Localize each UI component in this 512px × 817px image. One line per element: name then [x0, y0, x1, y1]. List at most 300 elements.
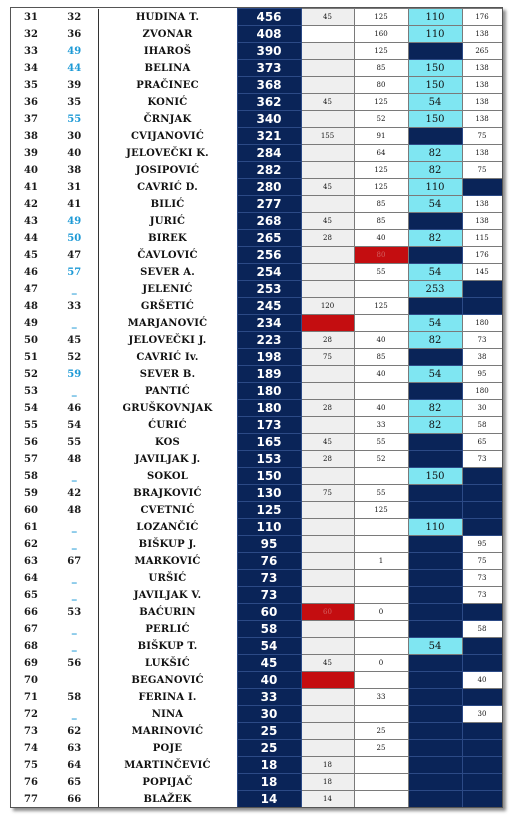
points-cell-2: 55 [354, 485, 408, 502]
player-name-cell: GRŠETIĆ [140, 300, 195, 312]
points-cell-1 [301, 43, 354, 60]
table-row [11, 26, 502, 43]
previous-rank-cell: _ [51, 638, 98, 655]
previous-rank-cell: 59 [51, 366, 98, 383]
player-name-cell: CVIJANOVIĆ [131, 130, 204, 142]
total-points-cell: 30 [237, 706, 301, 723]
points-cell-2: 85 [354, 349, 408, 366]
player-name-cell: LOZANČIĆ [136, 521, 199, 533]
points-cell-4: 115 [462, 230, 502, 247]
rank-cell: 73 [24, 725, 38, 737]
rank-cell: 57 [24, 453, 38, 465]
rank-cell: 53 [24, 385, 38, 397]
points-cell-3 [408, 536, 462, 553]
points-cell-4: 38 [462, 349, 502, 366]
previous-rank-cell: 35 [51, 94, 98, 111]
player-name-cell: SOKOL [146, 470, 189, 482]
points-cell-4 [462, 519, 502, 536]
points-cell-1: 75 [301, 485, 354, 502]
player-name-cell: PERLIĆ [145, 623, 190, 635]
previous-rank-cell: 36 [51, 26, 98, 43]
total-points-cell: 198 [237, 349, 301, 366]
points-cell-4 [462, 485, 502, 502]
points-cell-1 [301, 26, 354, 43]
table-row [11, 553, 502, 570]
table-row [11, 196, 502, 213]
total-points-cell: 280 [237, 179, 301, 196]
points-cell-4: 75 [462, 128, 502, 145]
total-points-cell: 125 [237, 502, 301, 519]
points-cell-2: 91 [354, 128, 408, 145]
points-cell-4: 75 [462, 553, 502, 570]
rank-cell: 47 [24, 283, 38, 295]
player-name-cell: ČRNJAK [143, 113, 192, 125]
table-row [11, 94, 502, 111]
table-row [11, 672, 502, 689]
points-cell-1 [301, 315, 354, 332]
previous-rank-cell: 40 [51, 145, 98, 162]
points-cell-4: 73 [462, 332, 502, 349]
points-cell-4: 138 [462, 196, 502, 213]
rank-cell: 61 [24, 521, 38, 533]
previous-rank-cell: _ [51, 281, 98, 298]
points-cell-4 [462, 179, 502, 196]
points-cell-3 [408, 621, 462, 638]
points-cell-3 [408, 485, 462, 502]
rank-cell: 62 [24, 538, 38, 550]
points-cell-1 [301, 383, 354, 400]
points-cell-3 [408, 247, 462, 264]
points-cell-1 [301, 553, 354, 570]
table-row [11, 315, 502, 332]
rank-cell: 41 [24, 181, 38, 193]
points-cell-3: 54 [408, 315, 462, 332]
points-cell-2: 25 [354, 740, 408, 757]
previous-rank-cell: 31 [51, 179, 98, 196]
points-cell-2: 0 [354, 604, 408, 621]
points-cell-2: 33 [354, 689, 408, 706]
rank-cell: 46 [24, 266, 38, 278]
points-cell-2 [354, 791, 408, 808]
points-cell-4: 138 [462, 94, 502, 111]
player-name-cell: KONIĆ [147, 96, 188, 108]
player-name-cell: BIŠKUP J. [138, 538, 197, 550]
points-cell-3: 110 [408, 9, 462, 26]
previous-rank-cell: 65 [51, 774, 98, 791]
rank-cell: 66 [24, 606, 38, 618]
table-row [11, 519, 502, 536]
rank-cell: 31 [24, 11, 38, 23]
points-cell-4: 73 [462, 570, 502, 587]
player-name-cell: BEGANOVIĆ [131, 674, 204, 686]
table-row [11, 400, 502, 417]
points-cell-4 [462, 604, 502, 621]
points-cell-1: 18 [301, 757, 354, 774]
player-name-cell: FERINA I. [138, 691, 197, 703]
total-points-cell: 25 [237, 740, 301, 757]
points-cell-1: 45 [301, 434, 354, 451]
total-points-cell: 73 [237, 587, 301, 604]
previous-rank-cell: _ [51, 587, 98, 604]
player-name-cell: JAVILJAK V. [133, 589, 202, 601]
player-name-cell: MARTINČEVIĆ [124, 759, 211, 771]
total-points-cell: 180 [237, 383, 301, 400]
points-cell-1 [301, 417, 354, 434]
total-points-cell: 150 [237, 468, 301, 485]
player-name-cell: JELOVEČKI J. [128, 334, 207, 346]
previous-rank-cell: _ [51, 621, 98, 638]
rank-cell: 48 [24, 300, 38, 312]
table-row [11, 451, 502, 468]
points-cell-2 [354, 621, 408, 638]
points-cell-2 [354, 536, 408, 553]
player-name-cell: ZVONAR [142, 28, 193, 40]
points-cell-1 [301, 638, 354, 655]
total-points-cell: 282 [237, 162, 301, 179]
total-points-cell: 130 [237, 485, 301, 502]
points-cell-1 [301, 196, 354, 213]
table-row [11, 213, 502, 230]
total-points-cell: 254 [237, 264, 301, 281]
rank-cell: 44 [24, 232, 38, 244]
points-cell-4: 176 [462, 247, 502, 264]
points-cell-1 [301, 264, 354, 281]
player-name-cell: LUKŠIĆ [145, 657, 190, 669]
previous-rank-cell: 45 [51, 332, 98, 349]
previous-rank-cell: _ [51, 536, 98, 553]
points-cell-4: 138 [462, 213, 502, 230]
points-cell-1 [301, 587, 354, 604]
rank-cell: 43 [24, 215, 38, 227]
table-row [11, 332, 502, 349]
rank-cell: 34 [24, 62, 38, 74]
points-cell-4: 180 [462, 383, 502, 400]
player-name-cell: CVETNIĆ [140, 504, 195, 516]
player-name-cell: BAĆURIN [139, 606, 196, 618]
rank-cell: 51 [24, 351, 38, 363]
points-cell-2: 40 [354, 400, 408, 417]
rank-cell: 56 [24, 436, 38, 448]
points-cell-1: 45 [301, 9, 354, 26]
points-cell-2: 0 [354, 655, 408, 672]
points-cell-2: 125 [354, 502, 408, 519]
points-cell-4: 95 [462, 366, 502, 383]
rank-cell: 74 [24, 742, 38, 754]
table-row [11, 43, 502, 60]
previous-rank-cell: 56 [51, 655, 98, 672]
points-cell-2: 1 [354, 553, 408, 570]
points-cell-1 [301, 536, 354, 553]
rank-cell: 72 [24, 708, 38, 720]
total-points-cell: 456 [237, 9, 301, 26]
points-cell-3 [408, 689, 462, 706]
previous-rank-cell: 54 [51, 417, 98, 434]
rank-cell: 37 [24, 113, 38, 125]
standings-table [11, 8, 503, 808]
rank-cell: 38 [24, 130, 38, 142]
points-cell-2 [354, 383, 408, 400]
previous-rank-cell: _ [51, 706, 98, 723]
rank-cell: 67 [24, 623, 38, 635]
total-points-cell: 189 [237, 366, 301, 383]
player-name-cell: SEVER A. [140, 266, 195, 278]
points-cell-3: 54 [408, 264, 462, 281]
previous-rank-cell: 52 [51, 349, 98, 366]
table-row [11, 264, 502, 281]
table-row [11, 621, 502, 638]
total-points-cell: 321 [237, 128, 301, 145]
points-cell-4 [462, 791, 502, 808]
rank-cell: 71 [24, 691, 38, 703]
points-cell-2: 52 [354, 111, 408, 128]
points-cell-1 [301, 672, 354, 689]
points-cell-1: 18 [301, 774, 354, 791]
rank-cell: 60 [24, 504, 38, 516]
total-points-cell: 45 [237, 655, 301, 672]
table-row [11, 536, 502, 553]
points-cell-2: 160 [354, 26, 408, 43]
table-row [11, 417, 502, 434]
table-row [11, 757, 502, 774]
player-name-cell: SEVER B. [139, 368, 196, 380]
points-cell-4 [462, 757, 502, 774]
player-name-cell: JAVILJAK J. [134, 453, 201, 465]
total-points-cell: 18 [237, 774, 301, 791]
points-cell-1: 45 [301, 655, 354, 672]
points-cell-4: 40 [462, 672, 502, 689]
points-cell-1 [301, 723, 354, 740]
points-cell-3: 150 [408, 111, 462, 128]
previous-rank-cell: 66 [51, 791, 98, 808]
total-points-cell: 256 [237, 247, 301, 264]
previous-rank-cell: 39 [51, 77, 98, 94]
previous-rank-cell: _ [51, 570, 98, 587]
points-cell-2 [354, 468, 408, 485]
points-cell-4: 138 [462, 145, 502, 162]
points-cell-3: 82 [408, 417, 462, 434]
rank-cell: 76 [24, 776, 38, 788]
points-cell-4: 265 [462, 43, 502, 60]
total-points-cell: 245 [237, 298, 301, 315]
table-row [11, 162, 502, 179]
previous-rank-cell: 48 [51, 502, 98, 519]
points-cell-1: 155 [301, 128, 354, 145]
previous-rank-cell: 49 [51, 43, 98, 60]
points-cell-3: 253 [408, 281, 462, 298]
points-cell-3 [408, 587, 462, 604]
points-cell-3 [408, 128, 462, 145]
table-row [11, 774, 502, 791]
points-cell-2: 125 [354, 9, 408, 26]
points-cell-4 [462, 502, 502, 519]
total-points-cell: 368 [237, 77, 301, 94]
points-cell-1 [301, 621, 354, 638]
points-cell-4 [462, 740, 502, 757]
total-points-cell: 110 [237, 519, 301, 536]
points-cell-1 [301, 706, 354, 723]
previous-rank-cell: 49 [51, 213, 98, 230]
table-row [11, 706, 502, 723]
points-cell-1: 45 [301, 213, 354, 230]
points-cell-4: 138 [462, 77, 502, 94]
points-cell-4: 95 [462, 536, 502, 553]
points-cell-1 [301, 468, 354, 485]
player-name-cell: JELENIĆ [142, 283, 193, 295]
points-cell-4 [462, 468, 502, 485]
player-name-cell: ĆURIĆ [148, 419, 187, 431]
points-cell-4: 180 [462, 315, 502, 332]
rank-cell: 69 [24, 657, 38, 669]
points-cell-4 [462, 638, 502, 655]
total-points-cell: 54 [237, 638, 301, 655]
previous-rank-cell [51, 672, 98, 689]
points-cell-3: 54 [408, 94, 462, 111]
points-cell-1: 120 [301, 298, 354, 315]
points-cell-2: 85 [354, 60, 408, 77]
table-row [11, 247, 502, 264]
previous-rank-cell: 55 [51, 111, 98, 128]
points-cell-3: 82 [408, 162, 462, 179]
points-cell-1 [301, 519, 354, 536]
points-cell-3 [408, 740, 462, 757]
rank-cell: 63 [24, 555, 38, 567]
points-cell-2: 40 [354, 366, 408, 383]
points-cell-4: 75 [462, 162, 502, 179]
total-points-cell: 18 [237, 757, 301, 774]
points-cell-2 [354, 587, 408, 604]
table-row [11, 111, 502, 128]
table-row [11, 383, 502, 400]
points-cell-2 [354, 315, 408, 332]
points-cell-1: 45 [301, 179, 354, 196]
previous-rank-cell: 57 [51, 264, 98, 281]
points-cell-2: 125 [354, 43, 408, 60]
points-cell-2: 125 [354, 179, 408, 196]
total-points-cell: 14 [237, 791, 301, 808]
total-points-cell: 277 [237, 196, 301, 213]
player-name-cell: BILIĆ [150, 198, 185, 210]
points-cell-2: 85 [354, 196, 408, 213]
total-points-cell: 165 [237, 434, 301, 451]
points-cell-2: 40 [354, 332, 408, 349]
points-cell-1 [301, 281, 354, 298]
player-name-cell: NINA [151, 708, 184, 720]
points-cell-3: 82 [408, 145, 462, 162]
previous-rank-cell: 44 [51, 60, 98, 77]
total-points-cell: 33 [237, 689, 301, 706]
total-points-cell: 153 [237, 451, 301, 468]
previous-rank-cell: 47 [51, 247, 98, 264]
points-cell-2: 25 [354, 723, 408, 740]
rank-cell: 68 [24, 640, 38, 652]
player-name-cell: URŠIĆ [148, 572, 187, 584]
previous-rank-cell: _ [51, 315, 98, 332]
points-cell-1 [301, 162, 354, 179]
previous-rank-cell: _ [51, 519, 98, 536]
points-cell-4: 73 [462, 451, 502, 468]
points-cell-2: 55 [354, 264, 408, 281]
points-cell-3: 110 [408, 519, 462, 536]
table-row [11, 485, 502, 502]
points-cell-2 [354, 706, 408, 723]
table-row [11, 349, 502, 366]
rank-cell: 33 [24, 45, 38, 57]
total-points-cell: 58 [237, 621, 301, 638]
rank-cell: 52 [24, 368, 38, 380]
points-cell-3 [408, 43, 462, 60]
points-cell-3: 150 [408, 77, 462, 94]
points-cell-1 [301, 366, 354, 383]
points-cell-2 [354, 757, 408, 774]
points-cell-1 [301, 77, 354, 94]
table-row [11, 655, 502, 672]
table-row [11, 179, 502, 196]
points-cell-3 [408, 213, 462, 230]
rank-cell: 40 [24, 164, 38, 176]
rank-cell: 35 [24, 79, 38, 91]
rank-cell: 55 [24, 419, 38, 431]
points-cell-4 [462, 723, 502, 740]
total-points-cell: 362 [237, 94, 301, 111]
points-cell-3: 82 [408, 332, 462, 349]
standings-rows [11, 9, 502, 808]
previous-rank-cell: _ [51, 468, 98, 485]
previous-rank-cell: 50 [51, 230, 98, 247]
table-row [11, 298, 502, 315]
rank-cell: 50 [24, 334, 38, 346]
total-points-cell: 373 [237, 60, 301, 77]
points-cell-3 [408, 553, 462, 570]
total-points-cell: 95 [237, 536, 301, 553]
table-row [11, 502, 502, 519]
player-name-cell: POJE [152, 742, 183, 754]
points-cell-1 [301, 60, 354, 77]
points-cell-4: 30 [462, 706, 502, 723]
previous-rank-cell: 58 [51, 689, 98, 706]
points-cell-1: 28 [301, 451, 354, 468]
rank-cell: 77 [24, 793, 38, 805]
total-points-cell: 408 [237, 26, 301, 43]
points-cell-4 [462, 655, 502, 672]
table-row [11, 366, 502, 383]
previous-rank-cell: 41 [51, 196, 98, 213]
points-cell-3 [408, 434, 462, 451]
rank-cell: 32 [24, 28, 38, 40]
player-name-cell: KOS [155, 436, 180, 448]
previous-rank-cell: 32 [51, 9, 98, 26]
points-cell-3 [408, 655, 462, 672]
points-cell-2: 125 [354, 94, 408, 111]
rank-cell: 64 [24, 572, 38, 584]
total-points-cell: 265 [237, 230, 301, 247]
previous-rank-cell: _ [51, 383, 98, 400]
table-row [11, 468, 502, 485]
points-cell-4: 138 [462, 111, 502, 128]
total-points-cell: 180 [237, 400, 301, 417]
rank-cell: 58 [24, 470, 38, 482]
points-cell-3 [408, 570, 462, 587]
total-points-cell: 253 [237, 281, 301, 298]
points-cell-4 [462, 689, 502, 706]
rank-cell: 59 [24, 487, 38, 499]
points-cell-4: 145 [462, 264, 502, 281]
previous-rank-cell: 67 [51, 553, 98, 570]
rank-cell: 65 [24, 589, 38, 601]
previous-rank-cell: 30 [51, 128, 98, 145]
points-cell-4 [462, 281, 502, 298]
points-cell-4 [462, 774, 502, 791]
points-cell-3 [408, 723, 462, 740]
